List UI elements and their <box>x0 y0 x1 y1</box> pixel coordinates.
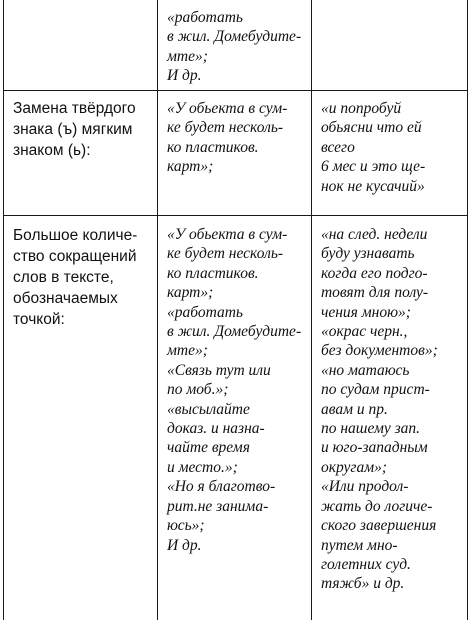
feature-text <box>4 0 157 3</box>
text-line: путем мно- <box>320 536 398 554</box>
text-line: юсь»; <box>166 517 205 535</box>
text-line: всего <box>320 138 355 156</box>
text-line: авам и пр. <box>320 400 388 418</box>
feature-cell <box>4 0 158 91</box>
example-a-text <box>158 91 311 177</box>
text-line: буду узнавать <box>320 245 415 263</box>
example-b-cell <box>311 0 467 91</box>
text-line: ство сокращений <box>13 248 137 265</box>
text-line: «У обьекта в сум- <box>166 226 288 243</box>
text-line: И др. <box>166 536 202 554</box>
document-page <box>3 0 468 621</box>
text-line: округам»; <box>320 458 387 476</box>
text-line: карт»; <box>166 158 214 176</box>
text-line: голетних суд. <box>320 555 411 573</box>
text-line: «но матаюсь <box>320 361 410 379</box>
example-a-cell <box>157 91 311 216</box>
text-line: мте»; <box>166 47 208 65</box>
text-line: в жил. Домебудите- <box>166 323 302 341</box>
text-line: мте»; <box>166 342 208 360</box>
text-line: и место.»; <box>166 458 238 476</box>
feature-cell <box>4 91 158 216</box>
text-line: ке будет несколь- <box>166 119 284 137</box>
text-line: по нашему зап. <box>320 420 421 438</box>
feature-text <box>4 91 157 161</box>
text-line: по моб.»; <box>166 381 229 399</box>
example-b-text <box>312 91 467 196</box>
text-line: «Но я благотво- <box>166 478 276 496</box>
text-line: знака (ъ) мягким <box>13 121 133 138</box>
text-line: Большое количе- <box>13 227 138 244</box>
text-line: знаком (ь): <box>13 142 91 159</box>
text-line: обозначаемых <box>13 290 118 307</box>
text-line: слов в тексте, <box>13 269 114 286</box>
text-line: ко пластиков. <box>166 264 259 282</box>
example-b-text <box>312 216 467 594</box>
example-a-text <box>158 0 311 86</box>
text-line: «работать <box>166 9 243 26</box>
feature-text <box>4 216 157 330</box>
example-a-cell <box>157 216 311 621</box>
text-line: «на след. недели <box>320 226 428 243</box>
example-a-text <box>158 216 311 555</box>
example-b-cell <box>311 91 467 216</box>
text-line: карт»; <box>166 284 214 302</box>
text-line: 6 мес и это ще- <box>320 158 426 176</box>
table-row <box>4 91 468 216</box>
text-line: «высылайте <box>166 400 250 418</box>
text-line: рит.не занима- <box>166 497 269 515</box>
examples-table <box>3 0 468 620</box>
text-line: товят для полу- <box>320 284 429 302</box>
text-line: «У обьекта в сум- <box>166 100 288 117</box>
text-line: чения мною»; <box>320 303 411 321</box>
text-line: Замена твёрдого <box>13 100 136 117</box>
text-line: И др. <box>166 67 202 85</box>
text-line: «окрас черн., <box>320 323 408 341</box>
text-line: обьясни что ей <box>320 119 422 137</box>
example-b-cell <box>311 216 467 621</box>
example-b-text <box>312 0 467 8</box>
text-line: доказ. и назна- <box>166 420 265 438</box>
text-line: чайте время <box>166 439 250 457</box>
feature-cell <box>4 216 158 621</box>
text-line: когда его подго- <box>320 264 428 282</box>
examples-table-body <box>4 0 468 620</box>
text-line: «работать <box>166 303 243 321</box>
text-line: без документов»; <box>320 342 438 360</box>
example-a-cell <box>157 0 311 91</box>
text-line: «Связь тут или <box>166 361 271 379</box>
text-line: ке будет несколь- <box>166 245 284 263</box>
text-line: «и попробуй <box>320 100 402 117</box>
text-line: и юго-западным <box>320 439 428 457</box>
table-row <box>4 0 468 91</box>
text-line: ского завершения <box>320 517 437 535</box>
text-line: жать до логиче- <box>320 497 433 515</box>
text-line: точкой: <box>13 311 65 328</box>
text-line: по судам прист- <box>320 381 430 399</box>
text-line: нок не кусачий» <box>320 177 425 195</box>
text-line: ко пластиков. <box>166 138 259 156</box>
table-row <box>4 216 468 621</box>
text-line: «Или продол- <box>320 478 409 496</box>
text-line: в жил. Домебудите- <box>166 28 302 46</box>
text-line: тяжб» и др. <box>320 575 405 593</box>
